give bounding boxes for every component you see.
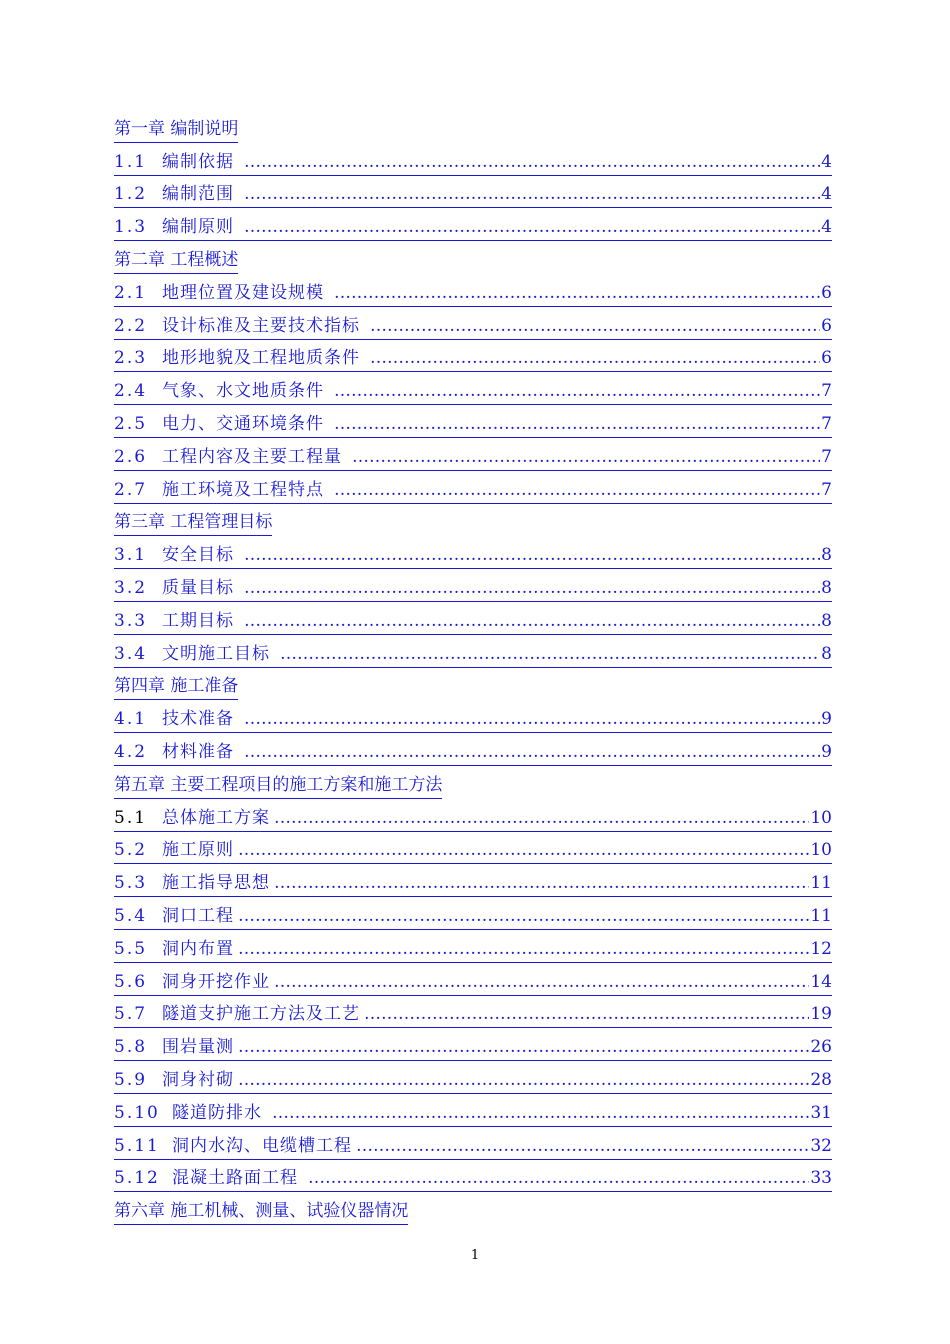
section-title: 气象、水文地质条件 xyxy=(162,381,324,402)
leader-dots xyxy=(238,938,809,960)
leader-dots xyxy=(364,1003,809,1025)
section-number: 5.9 xyxy=(114,1069,148,1090)
toc-entry-link[interactable] xyxy=(114,569,832,602)
section-title: 洞口工程 xyxy=(162,905,234,926)
section-title: 工程内容及主要工程量 xyxy=(162,446,342,467)
leader-dots xyxy=(238,839,809,861)
section-number: 5.2 xyxy=(114,840,148,861)
section-number: 5.8 xyxy=(114,1037,148,1058)
page-number-ref: 6 xyxy=(821,348,832,369)
toc-entry-link[interactable] xyxy=(114,602,832,635)
toc-entry-link[interactable] xyxy=(114,996,832,1029)
leader-dots xyxy=(244,577,820,599)
chapter-title[interactable]: 第四章 施工准备 xyxy=(114,675,238,700)
page-number-ref: 6 xyxy=(821,282,832,303)
toc-entry[interactable] xyxy=(114,1069,832,1094)
section-number: 3.1 xyxy=(114,545,148,566)
toc-chapter-link[interactable] xyxy=(114,504,832,537)
leader-dots xyxy=(370,315,820,337)
page-number-ref: 9 xyxy=(821,709,832,730)
page-number-ref: 32 xyxy=(810,1135,832,1156)
page-number-ref: 7 xyxy=(821,413,832,434)
page-number-ref: 4 xyxy=(821,151,832,172)
section-title: 工期目标 xyxy=(162,610,234,631)
section-number: 5.4 xyxy=(114,905,148,926)
toc-entry[interactable] xyxy=(114,282,832,307)
page-number-ref: 6 xyxy=(821,315,832,336)
leader-dots xyxy=(238,1069,809,1091)
toc-chapter-link[interactable] xyxy=(114,766,832,799)
section-number: 3.4 xyxy=(114,643,148,664)
section-number: 2.3 xyxy=(114,348,148,369)
toc-entry[interactable] xyxy=(114,938,832,963)
toc-entry-link[interactable] xyxy=(114,1127,832,1160)
toc-chapter-link[interactable] xyxy=(114,110,832,143)
toc-entry-link[interactable] xyxy=(114,930,832,963)
leader-dots xyxy=(274,807,809,829)
section-number: 2.5 xyxy=(114,413,148,434)
section-title: 施工指导思想 xyxy=(162,873,270,894)
section-title: 洞内布置 xyxy=(162,938,234,959)
page-number-ref: 14 xyxy=(810,971,832,992)
section-number: 1.2 xyxy=(114,184,148,205)
toc-chapter-link[interactable] xyxy=(114,241,832,274)
section-title: 文明施工目标 xyxy=(162,643,270,664)
toc-entry-link[interactable] xyxy=(114,733,832,766)
page-number-ref: 12 xyxy=(810,938,832,959)
chapter-title[interactable]: 第一章 编制说明 xyxy=(114,118,238,143)
section-title: 质量目标 xyxy=(162,577,234,598)
toc-entry-link[interactable] xyxy=(114,405,832,438)
toc-entry-link[interactable] xyxy=(114,471,832,504)
page-number-ref: 26 xyxy=(810,1037,832,1058)
toc-entry-link[interactable] xyxy=(114,340,832,373)
section-number: 5.12 xyxy=(114,1168,160,1189)
page-number-ref: 10 xyxy=(810,840,832,861)
page-number-ref: 11 xyxy=(810,873,832,894)
toc-entry-link[interactable] xyxy=(114,963,832,996)
chapter-title[interactable]: 第三章 工程管理目标 xyxy=(114,511,272,536)
leader-dots xyxy=(308,1167,809,1189)
page-number: 1 xyxy=(470,1248,480,1263)
section-number: 2.1 xyxy=(114,282,148,303)
leader-dots xyxy=(356,1135,809,1157)
section-number: 5.11 xyxy=(114,1135,160,1156)
section-title: 编制范围 xyxy=(162,184,234,205)
leader-dots xyxy=(244,151,820,173)
page-number-ref: 8 xyxy=(821,545,832,566)
chapter-title[interactable]: 第五章 主要工程项目的施工方案和施工方法 xyxy=(114,774,442,799)
section-title: 围岩量测 xyxy=(162,1037,234,1058)
section-number: 5.7 xyxy=(114,1004,148,1025)
toc-entry[interactable] xyxy=(114,1167,832,1192)
section-title: 总体施工方案 xyxy=(162,807,270,828)
section-title: 编制依据 xyxy=(162,151,234,172)
toc-entry-link[interactable] xyxy=(114,274,832,307)
toc-entry[interactable] xyxy=(114,971,832,996)
section-title: 隧道支护施工方法及工艺 xyxy=(162,1004,360,1025)
toc-entry-link[interactable] xyxy=(114,1094,832,1127)
section-title: 安全目标 xyxy=(162,545,234,566)
leader-dots xyxy=(334,479,820,501)
section-number: 1.1 xyxy=(114,151,148,172)
leader-dots xyxy=(334,282,820,304)
leader-dots xyxy=(274,872,809,894)
toc-chapter-link[interactable] xyxy=(114,1192,832,1225)
section-number: 2.2 xyxy=(114,315,148,336)
toc-entry-link[interactable] xyxy=(114,1028,832,1061)
toc-entry[interactable] xyxy=(114,216,832,241)
chapter-title[interactable]: 第六章 施工机械、测量、试验仪器情况 xyxy=(114,1200,408,1225)
page-number-ref: 4 xyxy=(821,184,832,205)
section-number: 4.1 xyxy=(114,709,148,730)
toc-entry[interactable] xyxy=(114,413,832,438)
toc-entry[interactable] xyxy=(114,1003,832,1028)
page-number-ref: 4 xyxy=(821,217,832,238)
toc-entry-link[interactable] xyxy=(114,176,832,209)
page-number-ref: 31 xyxy=(810,1102,832,1123)
toc-entry-link[interactable] xyxy=(114,1061,832,1094)
toc-entry-link[interactable] xyxy=(114,635,832,668)
leader-dots xyxy=(244,708,820,730)
page-number-ref: 19 xyxy=(810,1004,832,1025)
toc-entry[interactable] xyxy=(114,151,832,176)
toc-entry-link[interactable] xyxy=(114,832,832,865)
page-number-ref: 7 xyxy=(821,446,832,467)
toc-entry[interactable] xyxy=(114,1102,832,1127)
page-number-ref: 9 xyxy=(821,741,832,762)
toc-entry[interactable] xyxy=(114,807,832,832)
leader-dots xyxy=(244,741,820,763)
section-title: 施工原则 xyxy=(162,840,234,861)
leader-dots xyxy=(280,643,820,665)
toc-entry[interactable] xyxy=(114,1036,832,1061)
toc-entry-link[interactable] xyxy=(114,700,832,733)
page-number-ref: 33 xyxy=(810,1168,832,1189)
leader-dots xyxy=(244,544,820,566)
toc-entry[interactable] xyxy=(114,380,832,405)
section-title: 洞身开挖作业 xyxy=(162,971,270,992)
table-of-contents xyxy=(114,110,832,1225)
section-number: 2.7 xyxy=(114,479,148,500)
toc-entry[interactable] xyxy=(114,610,832,635)
leader-dots xyxy=(274,971,809,993)
section-number: 3.2 xyxy=(114,577,148,598)
section-number: 5.10 xyxy=(114,1102,160,1123)
page-number-ref: 7 xyxy=(821,381,832,402)
section-title: 洞身衬砌 xyxy=(162,1069,234,1090)
toc-entry[interactable] xyxy=(114,839,832,864)
toc-entry-link[interactable] xyxy=(114,372,832,405)
section-title: 设计标准及主要技术指标 xyxy=(162,315,360,336)
leader-dots xyxy=(238,905,809,927)
section-number: 5.5 xyxy=(114,938,148,959)
page-number-ref: 8 xyxy=(821,610,832,631)
toc-entry[interactable] xyxy=(114,643,832,668)
toc-entry-link[interactable] xyxy=(114,536,832,569)
page-number-ref: 8 xyxy=(821,577,832,598)
section-title: 隧道防排水 xyxy=(172,1102,262,1123)
toc-entry-link[interactable] xyxy=(114,307,832,340)
leader-dots xyxy=(334,380,820,402)
leader-dots xyxy=(370,347,820,369)
section-title: 地形地貌及工程地质条件 xyxy=(162,348,360,369)
section-title: 混凝土路面工程 xyxy=(172,1168,298,1189)
toc-entry-link[interactable] xyxy=(114,1160,832,1193)
section-title: 技术准备 xyxy=(162,709,234,730)
section-title: 编制原则 xyxy=(162,217,234,238)
toc-entry-link[interactable] xyxy=(114,438,832,471)
section-number: 2.6 xyxy=(114,446,148,467)
toc-entry[interactable] xyxy=(114,183,832,208)
toc-entry-link[interactable] xyxy=(114,143,832,176)
leader-dots xyxy=(238,1036,809,1058)
section-number: 3.3 xyxy=(114,610,148,631)
toc-entry[interactable] xyxy=(114,708,832,733)
page-number-ref: 8 xyxy=(821,643,832,664)
toc-entry[interactable] xyxy=(114,544,832,569)
section-title: 电力、交通环境条件 xyxy=(162,413,324,434)
toc-entry[interactable] xyxy=(114,872,832,897)
page-number-ref: 7 xyxy=(821,479,832,500)
toc-entry-link[interactable] xyxy=(114,864,832,897)
leader-dots xyxy=(334,413,820,435)
section-title: 地理位置及建设规模 xyxy=(162,282,324,303)
toc-entry[interactable] xyxy=(114,347,832,372)
section-title: 洞内水沟、电缆槽工程 xyxy=(172,1135,352,1156)
page-number-ref: 11 xyxy=(810,905,832,926)
section-number: 5.3 xyxy=(114,873,148,894)
toc-entry-link[interactable] xyxy=(114,208,832,241)
toc-chapter-link[interactable] xyxy=(114,668,832,701)
section-title: 施工环境及工程特点 xyxy=(162,479,324,500)
section-number: 1.3 xyxy=(114,217,148,238)
page-number-ref: 10 xyxy=(810,807,832,828)
leader-dots xyxy=(352,446,820,468)
leader-dots xyxy=(244,216,820,238)
section-number: 5.6 xyxy=(114,971,148,992)
chapter-title[interactable]: 第二章 工程概述 xyxy=(114,249,238,274)
leader-dots xyxy=(244,610,820,632)
page-number-ref: 28 xyxy=(810,1069,832,1090)
section-number: 4.2 xyxy=(114,741,148,762)
toc-entry[interactable] xyxy=(114,315,832,340)
toc-entry[interactable] xyxy=(114,577,832,602)
section-title: 材料准备 xyxy=(162,741,234,762)
toc-entry[interactable] xyxy=(114,479,832,504)
toc-entry[interactable] xyxy=(114,446,832,471)
toc-entry-link[interactable] xyxy=(114,799,832,832)
leader-dots xyxy=(244,183,820,205)
leader-dots xyxy=(272,1102,809,1124)
toc-entry[interactable] xyxy=(114,905,832,930)
section-number: 2.4 xyxy=(114,381,148,402)
toc-entry[interactable] xyxy=(114,741,832,766)
section-number: 5.1 xyxy=(114,807,148,828)
toc-entry[interactable] xyxy=(114,1135,832,1160)
toc-entry-link[interactable] xyxy=(114,897,832,930)
